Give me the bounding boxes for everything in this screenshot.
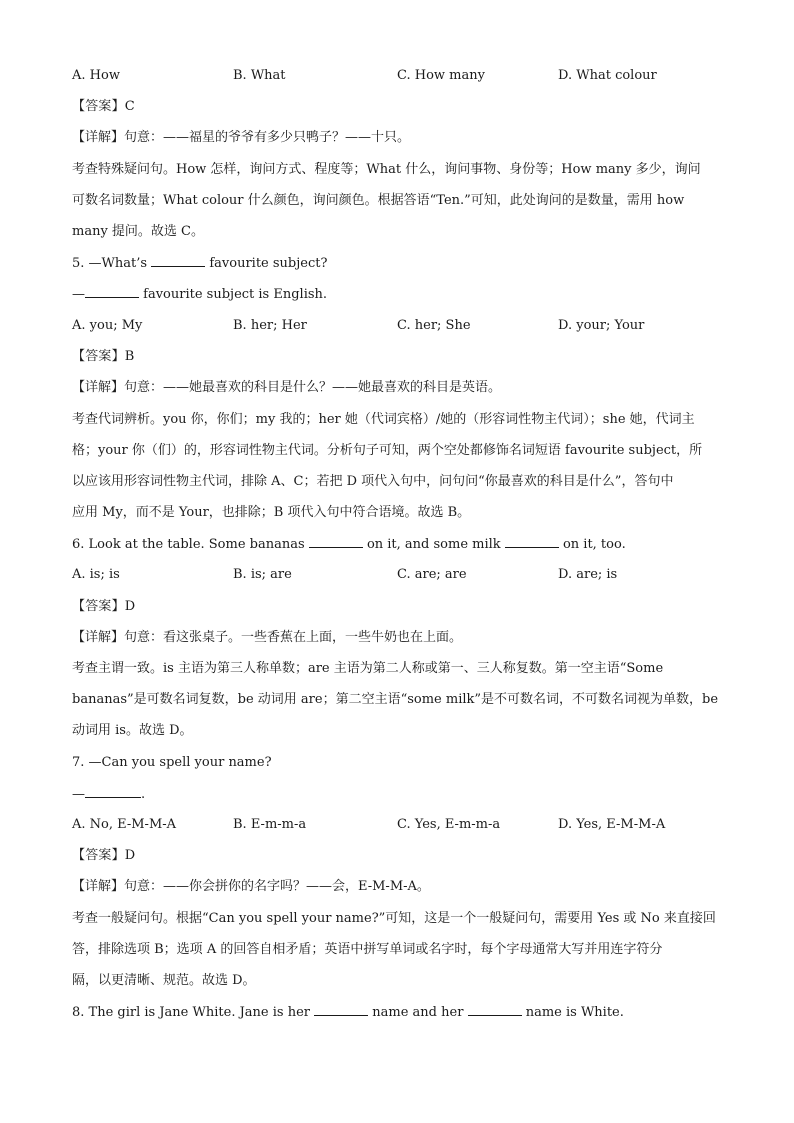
q8-text: name is White. [525, 1005, 624, 1020]
answer-blank [151, 254, 205, 267]
q5-text: favourite subject? [209, 256, 328, 271]
answer-blank [85, 785, 141, 798]
option-d: D. are; is [558, 567, 618, 582]
q5-detail: 【详解】句意：——她最喜欢的科目是什么？——她最喜欢的科目是英语。 [72, 380, 502, 395]
q5-stem-line2 [72, 285, 327, 304]
option-a: A. you; My [72, 318, 143, 333]
answer-blank [314, 1003, 368, 1016]
q7-explain-line: 考查一般疑问句。根据“Can you spell your name?”可知，这是一个一般疑问句，需要用 Yes 或 No 来直接回 [72, 911, 716, 926]
option-d: D. your; Your [558, 318, 645, 333]
q4-explain-line: many 提问。故选 C。 [72, 224, 205, 239]
option-b: B. her; Her [233, 318, 307, 333]
q5-explain-line: 考查代词辨析。you 你，你们；my 我的；her 她（代词宾格）/她的（形容词性物主代词）；she 她，代词主 [72, 412, 695, 427]
option-b: B. What [233, 68, 286, 83]
q6-text: on it, too. [562, 537, 626, 552]
q8-text: 8. The girl is Jane White. Jane is her [72, 1005, 310, 1020]
q7-text: . [141, 787, 146, 802]
option-c: C. are; are [397, 567, 467, 582]
q5-text: favourite subject is English. [143, 287, 328, 302]
q6-answer: 【答案】D [72, 599, 136, 614]
q5-stem-line1 [72, 254, 327, 273]
option-b: B. is; are [233, 567, 292, 582]
q5-explain-line: 以应该用形容词性物主代词，排除 A、C；若把 D 项代入句中，问句问“你最喜欢的科目是什么”，答句中 [72, 474, 674, 489]
q8-stem [72, 1003, 624, 1022]
option-b: B. E-m-m-a [233, 817, 307, 832]
answer-blank [309, 535, 363, 548]
q7-text: — [72, 787, 85, 802]
option-a: A. is; is [72, 567, 120, 582]
option-c: C. How many [397, 68, 485, 83]
q7-stem-line2 [72, 785, 145, 804]
q5-answer: 【答案】B [72, 349, 135, 364]
q5-text: 5. —What’s [72, 256, 148, 271]
option-c: C. Yes, E-m-m-a [397, 817, 501, 832]
option-d: D. Yes, E-M-M-A [558, 817, 666, 832]
q4-explain-line: 考查特殊疑问句。How 怎样，询问方式、程度等；What 什么，询问事物、身份等；How many 多少，询问 [72, 162, 701, 177]
answer-blank [85, 285, 139, 298]
q7-stem-line1: 7. —Can you spell your name? [72, 755, 272, 770]
answer-blank [505, 535, 559, 548]
option-d: D. What colour [558, 68, 657, 83]
q5-explain-line: 应用 My，而不是 Your，也排除；B 项代入句中符合语境。故选 B。 [72, 505, 471, 520]
q5-text: — [72, 287, 85, 302]
q7-explain-line: 答，排除选项 B；选项 A 的回答自相矛盾；英语中拼写单词或名字时，每个字母通常大写并用连字符分 [72, 942, 663, 957]
q7-detail: 【详解】句意：——你会拼你的名字吗？——会，E-M-M-A。 [72, 879, 430, 894]
q4-detail: 【详解】句意：——福星的爷爷有多少只鸭子？——十只。 [72, 130, 411, 145]
q7-explain-line: 隔，以更清晰、规范。故选 D。 [72, 973, 256, 988]
q8-text: name and her [372, 1005, 464, 1020]
answer-blank [468, 1003, 522, 1016]
option-c: C. her; She [397, 318, 471, 333]
q6-explain-line: 动词用 is。故选 D。 [72, 723, 193, 738]
q5-explain-line: 格；your 你（们）的，形容词性物主代词。分析句子可知，两个空处都修饰名词短语 favourite subject，所 [72, 443, 703, 458]
q6-text: 6. Look at the table. Some bananas [72, 537, 305, 552]
q6-detail: 【详解】句意：看这张桌子。一些香蕉在上面，一些牛奶也在上面。 [72, 630, 463, 645]
q7-answer: 【答案】D [72, 848, 136, 863]
q6-explain-line: 考查主谓一致。is 主语为第三人称单数；are 主语为第二人称或第一、三人称复数。第一空主语“Some [72, 661, 664, 676]
q4-answer: 【答案】C [72, 99, 135, 114]
q6-explain-line: bananas”是可数名词复数，be 动词用 are；第二空主语“some milk”是不可数名词，不可数名词视为单数，be [72, 692, 719, 707]
q6-text: on it, and some milk [366, 537, 501, 552]
q6-stem [72, 535, 626, 554]
q4-explain-line: 可数名词数量；What colour 什么颜色，询问颜色。根据答语“Ten.”可知，此处询问的是数量，需用 how [72, 193, 685, 208]
option-a: A. How [72, 68, 120, 83]
option-a: A. No, E-M-M-A [72, 817, 177, 832]
